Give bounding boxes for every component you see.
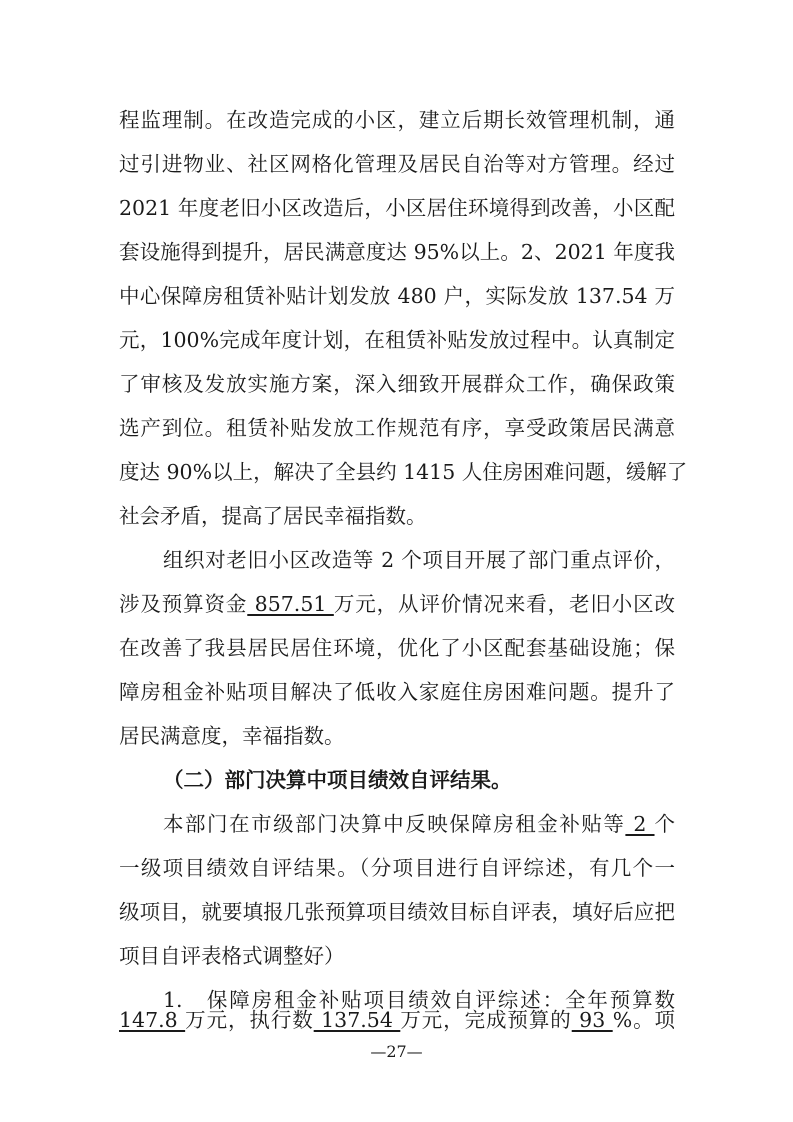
text-line: 项目自评表格式调整好） <box>119 944 345 968</box>
text-line: 在改善了我县居民居住环境，优化了小区配套基础设施；保 <box>119 636 675 660</box>
text-line: 程监理制。在改造完成的小区，建立后期长效管理机制，通 <box>119 108 675 132</box>
text-segment: 万元，执行数 <box>185 1008 314 1032</box>
page-number: —27— <box>370 1042 423 1061</box>
text-segment: 万元，完成预算的 <box>400 1008 572 1032</box>
text-segment: 个 <box>654 812 676 836</box>
text-line <box>163 804 675 844</box>
completion-percentage: 93 <box>571 1008 613 1032</box>
text-line <box>119 1000 675 1040</box>
text-line: 度达 90%以上，解决了全县约 1415 人住房困难问题，缓解了 <box>119 460 688 484</box>
executed-amount: 137.54 <box>313 1008 401 1032</box>
text-segment: 涉及预算资金 <box>119 592 248 616</box>
text-line: 中心保障房租赁补贴计划发放 480 户，实际发放 137.54 万 <box>119 284 675 308</box>
project-count: 2 <box>625 812 655 836</box>
text-line: 2021 年度老旧小区改造后，小区居住环境得到改善，小区配 <box>119 196 675 220</box>
text-line: 级项目，就要填报几张预算项目绩效目标自评表，填好后应把 <box>119 900 675 924</box>
text-line: 选产到位。租赁补贴发放工作规范有序，享受政策居民满意 <box>119 416 675 440</box>
text-line <box>119 584 675 624</box>
text-line: 一级项目绩效自评结果。（分项目进行自评综述，有几个一 <box>119 856 675 880</box>
annual-budget: 147.8 <box>119 1008 186 1032</box>
text-line: 社会矛盾，提高了居民幸福指数。 <box>119 504 427 528</box>
text-segment: %。项 <box>612 1008 676 1032</box>
text-line: 障房租金补贴项目解决了低收入家庭住房困难问题。提升了 <box>119 680 675 704</box>
text-line: 居民满意度，幸福指数。 <box>119 724 345 748</box>
text-segment: 万元，从评价情况来看，老旧小区改 <box>333 592 676 616</box>
text-line: 套设施得到提升，居民满意度达 95%以上。2、2021 年度我 <box>119 240 675 264</box>
text-segment: 本部门在市级部门决算中反映保障房租金补贴等 <box>163 812 626 836</box>
text-line: 1. 保障房租金补贴项目绩效自评综述：全年预算数 <box>163 988 675 1012</box>
section-heading: （二）部门决算中项目绩效自评结果。 <box>163 768 512 792</box>
text-line: 过引进物业、社区网格化管理及居民自治等对方管理。经过 <box>119 152 675 176</box>
budget-amount: 857.51 <box>247 592 334 616</box>
text-line: 组织对老旧小区改造等 2 个项目开展了部门重点评价， <box>163 548 675 572</box>
text-line: 了审核及发放实施方案，深入细致开展群众工作，确保政策 <box>119 372 675 396</box>
text-line: 元，100%完成年度计划，在租赁补贴发放过程中。认真制定 <box>119 328 675 352</box>
